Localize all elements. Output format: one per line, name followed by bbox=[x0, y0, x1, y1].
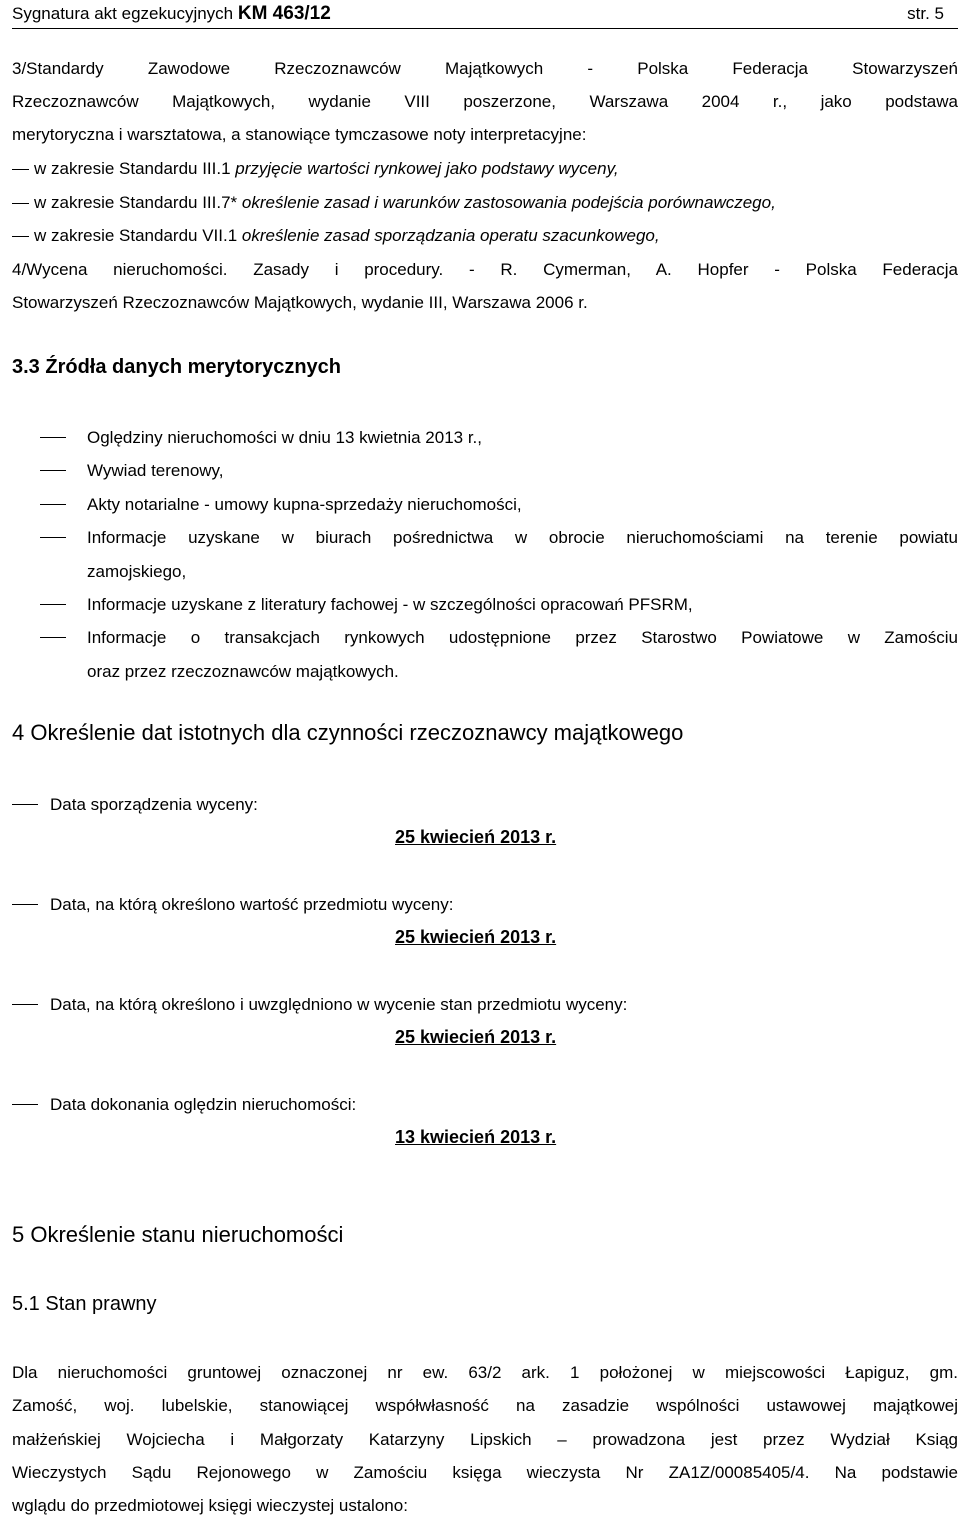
case-signature bbox=[12, 3, 331, 25]
date-label: Data, na którą określono wartość przedmiotu wyceny: bbox=[50, 895, 454, 914]
date-value: 13 kwiecień 2013 r. bbox=[395, 1127, 557, 1147]
standards-line-2: Rzeczoznawców Majątkowych, wydanie VIII poszerzone, Warszawa 2004 r., jako podstawa bbox=[12, 92, 958, 111]
dash-icon bbox=[12, 236, 29, 237]
dash-icon bbox=[40, 537, 66, 538]
standard-item bbox=[12, 225, 958, 247]
page-number: str. 5 bbox=[907, 4, 944, 23]
standard-item bbox=[12, 158, 958, 180]
dash-icon bbox=[40, 637, 66, 638]
page-header bbox=[12, 0, 958, 29]
list-item-text: Oględziny nieruchomości w dniu 13 kwietnia 2013 r., bbox=[87, 428, 482, 447]
dash-icon bbox=[40, 470, 66, 471]
list-item-text: Informacje uzyskane z literatury fachowej - w szczególności opracowań PFSRM, bbox=[87, 595, 693, 614]
list-item-text: zamojskiego, bbox=[87, 562, 187, 581]
standard-note: określenie zasad i warunków zastosowania podejścia porównawczego, bbox=[241, 193, 776, 212]
ref4-line-1: 4/Wycena nieruchomości. Zasady i procedury. - R. Cymerman, A. Hopfer - Polska Federacja bbox=[12, 260, 958, 279]
section-5-title: 5 Określenie stanu nieruchomości bbox=[12, 1222, 344, 1247]
date-value: 25 kwiecień 2013 r. bbox=[395, 1027, 557, 1047]
dash-icon bbox=[40, 504, 66, 505]
dash-icon bbox=[12, 1004, 38, 1005]
list-item-text: Akty notarialne - umowy kupna-sprzedaży nieruchomości, bbox=[87, 495, 522, 514]
dash-icon bbox=[40, 437, 66, 438]
paragraph-line: Wieczystych Sądu Rejonowego w Zamościu księga wieczysta Nr ZA1Z/00085405/4. Na podstawie bbox=[12, 1463, 958, 1482]
signature-prefix: Sygnatura akt egzekucyjnych bbox=[12, 4, 234, 23]
date-label: Data dokonania oględzin nieruchomości: bbox=[50, 1095, 357, 1114]
dash-icon bbox=[12, 904, 38, 905]
paragraph-line: Zamość, woj. lubelskie, stanowiącej współwłasność na zasadzie wspólności ustawowej majątkowej bbox=[12, 1396, 958, 1415]
section-5-1-title: 5.1 Stan prawny bbox=[12, 1293, 157, 1315]
date-label: Data, na którą określono i uwzględniono w wycenie stan przedmiotu wyceny: bbox=[50, 995, 628, 1014]
paragraph-line: Dla nieruchomości gruntowej oznaczonej nr ew. 63/2 ark. 1 położonej w miejscowości Łapiguz, gm. bbox=[12, 1363, 958, 1382]
list-item-text: Wywiad terenowy, bbox=[87, 461, 224, 480]
dash-icon bbox=[12, 203, 29, 204]
section-4-title: 4 Określenie dat istotnych dla czynności rzeczoznawcy majątkowego bbox=[12, 720, 684, 745]
dash-icon bbox=[12, 169, 29, 170]
dash-icon bbox=[12, 804, 38, 805]
standard-ref: w zakresie Standardu VII.1 bbox=[34, 226, 238, 245]
list-item-text: Informacje uzyskane w biurach pośrednictwa w obrocie nieruchomościami na terenie powiatu bbox=[87, 528, 958, 547]
standards-line-1: 3/Standardy Zawodowe Rzeczoznawców Majątkowych - Polska Federacja Stowarzyszeń bbox=[12, 59, 958, 78]
case-number: KM 463/12 bbox=[237, 3, 331, 24]
paragraph-line: małżeńskiej Wojciecha i Małgorzaty Katarzyny Lipskich – prowadzona jest przez Wydział Ksiąg bbox=[12, 1430, 958, 1449]
paragraph-line: wglądu do przedmiotowej księgi wieczystej ustalono: bbox=[12, 1496, 408, 1515]
list-item-text: Informacje o transakcjach rynkowych udostępnione przez Starostwo Powiatowe w Zamościu bbox=[87, 628, 958, 647]
standard-ref: w zakresie Standardu III.1 bbox=[34, 159, 231, 178]
date-value: 25 kwiecień 2013 r. bbox=[395, 827, 557, 847]
standard-note: przyjęcie wartości rynkowej jako podstawy wyceny, bbox=[235, 159, 619, 178]
dash-icon bbox=[40, 604, 66, 605]
list-item-text: oraz przez rzeczoznawców majątkowych. bbox=[87, 662, 399, 681]
standard-item bbox=[12, 192, 958, 214]
date-label: Data sporządzenia wyceny: bbox=[50, 795, 258, 814]
standard-ref: w zakresie Standardu III.7* bbox=[34, 193, 238, 212]
date-value: 25 kwiecień 2013 r. bbox=[395, 927, 557, 947]
section-3-3-title: 3.3 Źródła danych merytorycznych bbox=[12, 356, 342, 378]
standard-note: określenie zasad sporządzania operatu szacunkowego, bbox=[241, 226, 660, 245]
dash-icon bbox=[12, 1104, 38, 1105]
ref4-line-2: Stowarzyszeń Rzeczoznawców Majątkowych, wydanie III, Warszawa 2006 r. bbox=[12, 293, 588, 312]
standards-line-3: merytoryczna i warsztatowa, a stanowiące tymczasowe noty interpretacyjne: bbox=[12, 125, 587, 144]
